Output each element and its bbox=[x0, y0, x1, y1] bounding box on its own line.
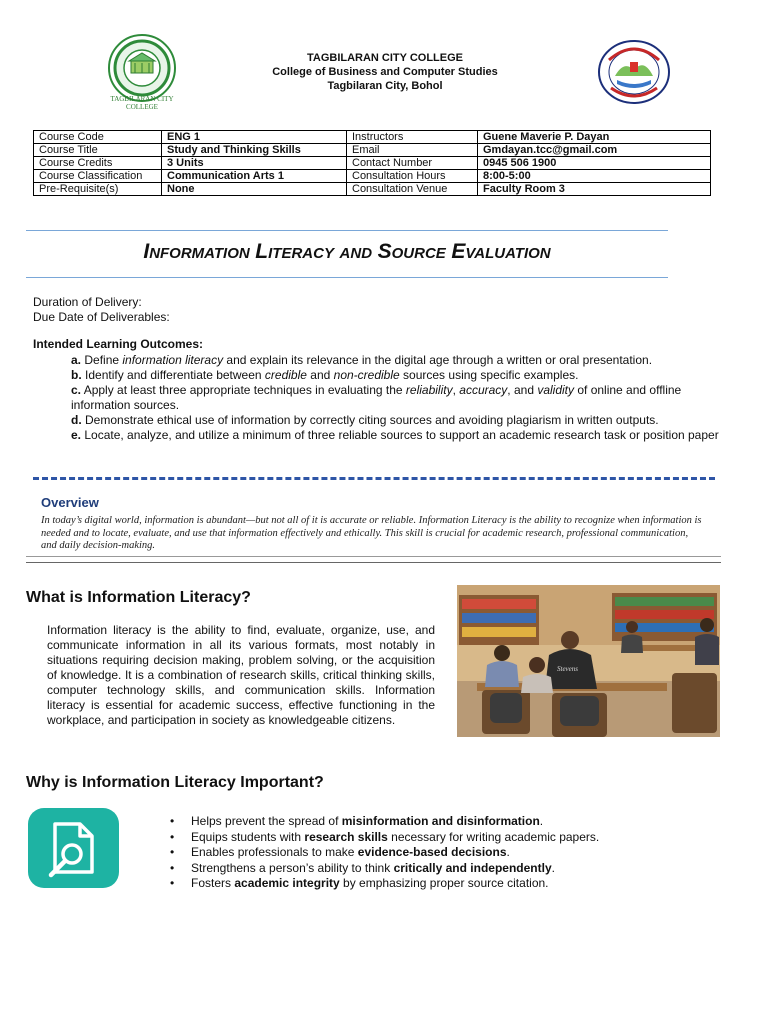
college-location: Tagbilaran City, Bohol bbox=[327, 80, 443, 92]
table-cell: Faculty Room 3 bbox=[478, 183, 711, 196]
table-cell: Consultation Hours bbox=[347, 170, 478, 183]
table-row bbox=[34, 157, 711, 170]
department-name: College of Business and Computer Studies bbox=[272, 66, 498, 78]
overview-rule-2 bbox=[26, 562, 721, 563]
outcome-item: e. Locate, analyze, and utilize a minimum of three reliable sources to support an academic research task or position paper bbox=[71, 428, 719, 442]
table-cell: Instructors bbox=[347, 131, 478, 144]
table-cell: Course Classification bbox=[34, 170, 162, 183]
what-is-paragraph: Information literacy is the ability to find, evaluate, organize, use, and communicate information in all its various formats, most notably in situations requiring decision making, problem solving, or the acquisition of knowledge. It is a combination of research skills, critical thinking skills, computer technology skills, and communication skills. Information literacy is essential for academic success, effective functioning in the workplace, and participation in society as knowledgeable citizens. bbox=[47, 623, 435, 727]
table-cell: 0945 506 1900 bbox=[478, 157, 711, 170]
overview-text: In today’s digital world, information is abundant—but not all of it is accurate or reliable. Information Literacy is the ability to recognize when information is needed and to locate, evaluate, and use that information effectively and ethically. This skill is crucial for academic research, professional communication, and daily decision-making. bbox=[41, 515, 702, 551]
overview-rule bbox=[26, 556, 721, 557]
overview-title: Overview bbox=[41, 495, 99, 510]
outcomes-heading: Intended Learning Outcomes: bbox=[33, 337, 204, 351]
table-row bbox=[34, 144, 711, 157]
what-is-heading: What is Information Literacy? bbox=[26, 589, 251, 606]
table-cell: Communication Arts 1 bbox=[162, 170, 347, 183]
title-rule-bottom bbox=[26, 277, 668, 278]
why-heading: Why is Information Literacy Important? bbox=[26, 774, 324, 791]
importance-list bbox=[170, 814, 599, 892]
outcome-item: b. Identify and differentiate between credible and non-credible sources using specific examples. bbox=[71, 368, 579, 382]
page-title: INFORMATION LITERACY AND SOURCE EVALUATION bbox=[143, 240, 551, 263]
table-cell: Course Credits bbox=[34, 157, 162, 170]
table-cell: Contact Number bbox=[347, 157, 478, 170]
outcome-item: d. Demonstrate ethical use of information by correctly citing sources and avoiding plagiarism in written outputs. bbox=[71, 413, 659, 427]
table-cell: 3 Units bbox=[162, 157, 347, 170]
document-search-icon bbox=[28, 808, 119, 888]
library-students-photo bbox=[457, 585, 720, 737]
course-info-table bbox=[33, 130, 711, 196]
table-cell: Pre-Requisite(s) bbox=[34, 183, 162, 196]
list-item: • Enables professionals to make evidence-based decisions. bbox=[170, 845, 599, 861]
list-item: • Equips students with research skills necessary for writing academic papers. bbox=[170, 830, 599, 846]
city-seal-logo bbox=[597, 40, 671, 104]
list-item: • Helps prevent the spread of misinformation and disinformation. bbox=[170, 814, 599, 830]
table-cell: Email bbox=[347, 144, 478, 157]
list-item: • Strengthens a person’s ability to think critically and independently. bbox=[170, 861, 599, 877]
title-rule-top bbox=[26, 230, 668, 231]
duration-label: Duration of Delivery: bbox=[33, 295, 142, 309]
table-row bbox=[34, 183, 711, 196]
list-item: • Fosters academic integrity by emphasizing proper source citation. bbox=[170, 876, 599, 892]
table-cell: None bbox=[162, 183, 347, 196]
due-date-label: Due Date of Deliverables: bbox=[33, 310, 170, 324]
table-cell: 8:00-5:00 bbox=[478, 170, 711, 183]
table-cell: ENG 1 bbox=[162, 131, 347, 144]
email-cell[interactable]: Gmdayan.tcc@gmail.com bbox=[478, 144, 711, 157]
outcome-item: a. Define information literacy and explain its relevance in the digital age through a written or oral presentation. bbox=[71, 353, 653, 367]
table-cell: Guene Maverie P. Dayan bbox=[478, 131, 711, 144]
table-cell: Consultation Venue bbox=[347, 183, 478, 196]
table-cell: Course Title bbox=[34, 144, 162, 157]
outcome-item: c. Apply at least three appropriate techniques in evaluating the reliability, accuracy, and validity of online and offline information sources. bbox=[71, 383, 682, 412]
table-row bbox=[34, 131, 711, 144]
table-row bbox=[34, 170, 711, 183]
college-name: TAGBILARAN CITY COLLEGE bbox=[306, 52, 464, 64]
table-cell: Study and Thinking Skills bbox=[162, 144, 347, 157]
dashed-divider bbox=[33, 477, 715, 480]
college-seal-caption: TAGBILARAN CITY COLLEGE bbox=[110, 95, 174, 111]
photo-shirt-text: Stevens bbox=[557, 665, 578, 673]
table-cell: Course Code bbox=[34, 131, 162, 144]
